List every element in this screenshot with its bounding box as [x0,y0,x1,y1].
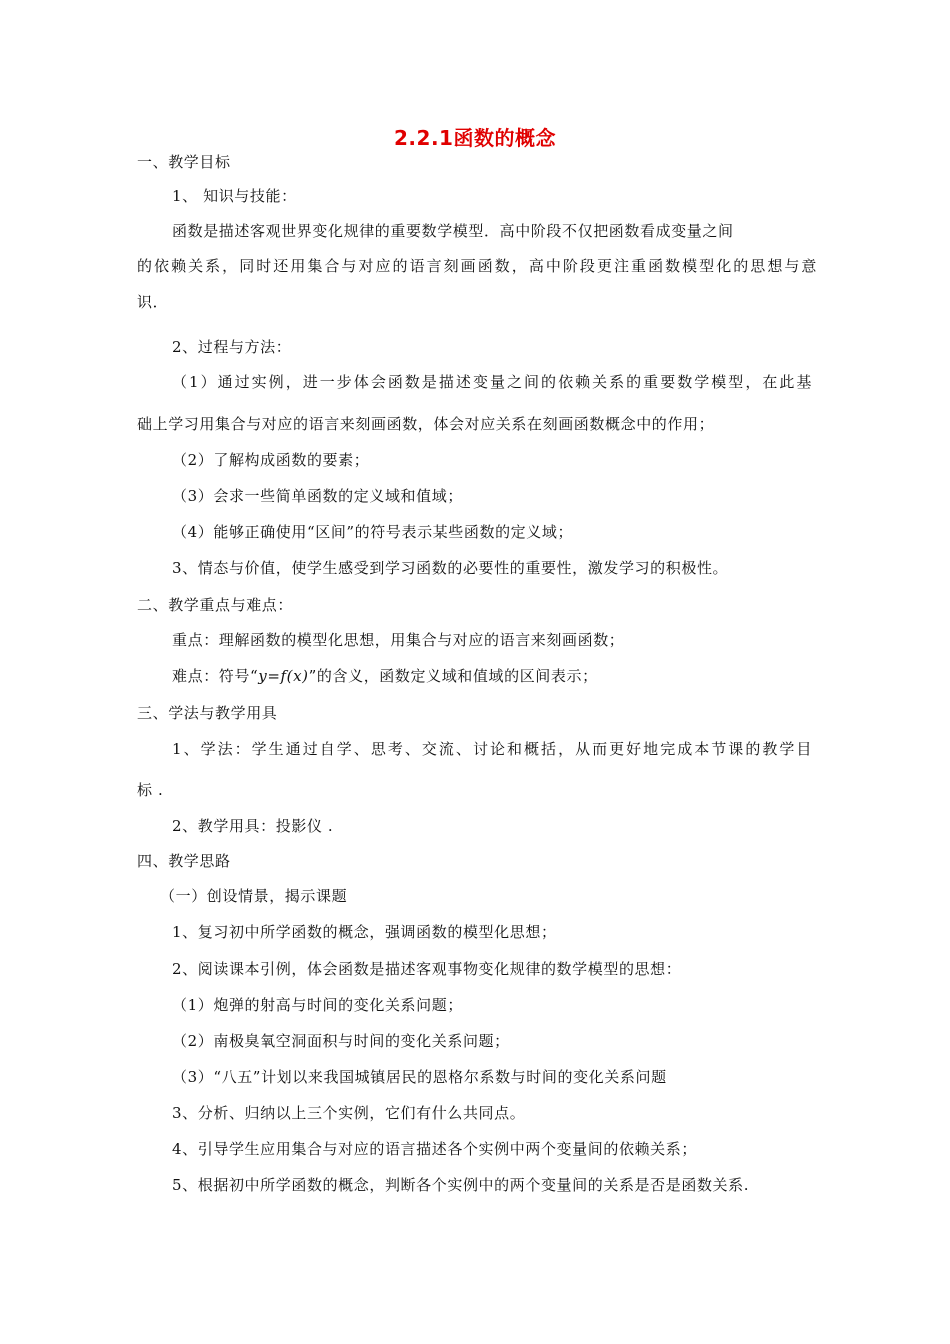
paragraph-line: （1）通过实例，进一步体会函数是描述变量之间的依赖关系的重要数学模型，在此基 [172,373,812,391]
paragraph-line: 识． [137,293,169,311]
subheading-process-methods: 2、过程与方法： [172,338,292,356]
document-title: 2.2.1函数的概念 [394,126,556,150]
list-item: （4）能够正确使用“区间”的符号表示某些函数的定义域； [172,523,574,541]
paragraph-line: 标 . [137,781,164,799]
list-item: （1）炮弹的射高与时间的变化关系问题； [172,996,463,1014]
heading-teaching-goals: 一、教学目标 [137,153,231,171]
difficulty-suffix: ”的含义，函数定义域和值域的区间表示； [308,667,598,685]
subheading-scenario: （一）创设情景，揭示课题 [160,887,348,905]
paragraph-line: 的依赖关系，同时还用集合与对应的语言刻画函数，高中阶段更注重函数模型化的思想与意 [137,257,817,275]
list-item: 2、阅读课本引例，体会函数是描述客观事物变化规律的数学模型的思想： [172,960,682,978]
paragraph-line-difficulty [172,666,598,686]
paragraph-line: 1、学法：学生通过自学、思考、交流、讨论和概括，从而更好地完成本节课的教学目 [172,740,812,758]
list-item: 4、引导学生应用集合与对应的语言描述各个实例中两个变量间的依赖关系； [172,1140,697,1158]
list-item: 3、分析、归纳以上三个实例，它们有什么共同点。 [172,1104,526,1122]
function-notation: y=f(x) [258,667,309,685]
paragraph-line: 础上学习用集合与对应的语言来刻画函数，体会对应关系在刻画函数概念中的作用； [137,415,715,433]
list-item: （3）会求一些简单函数的定义域和值域； [172,487,463,505]
heading-teaching-approach: 四、教学思路 [137,852,231,870]
list-item: （2）南极臭氧空洞面积与时间的变化关系问题； [172,1032,510,1050]
subheading-knowledge-skills: 1、 知识与技能： [172,187,297,205]
list-item: （2）了解构成函数的要素； [172,451,370,469]
heading-learning-methods: 三、学法与教学用具 [137,704,278,722]
difficulty-prefix: 难点：符号“ [172,667,259,685]
paragraph-line: 2、教学用具：投影仪 . [172,817,334,835]
list-item: 5、根据初中所学函数的概念，判断各个实例中的两个变量间的关系是否是函数关系. [172,1176,750,1194]
heading-key-points: 二、教学重点与难点： [137,596,294,614]
paragraph-line: 函数是描述客观世界变化规律的重要数学模型．高中阶段不仅把函数看成变量之间 [172,222,734,240]
paragraph-line: 3、情态与价值，使学生感受到学习函数的必要性的重要性，激发学习的积极性。 [172,559,729,577]
list-item: 1、复习初中所学函数的概念，强调函数的模型化思想； [172,923,557,941]
list-item: （3）“八五”计划以来我国城镇居民的恩格尔系数与时间的变化关系问题 [172,1068,667,1086]
paragraph-line: 重点：理解函数的模型化思想，用集合与对应的语言来刻画函数； [172,631,625,649]
